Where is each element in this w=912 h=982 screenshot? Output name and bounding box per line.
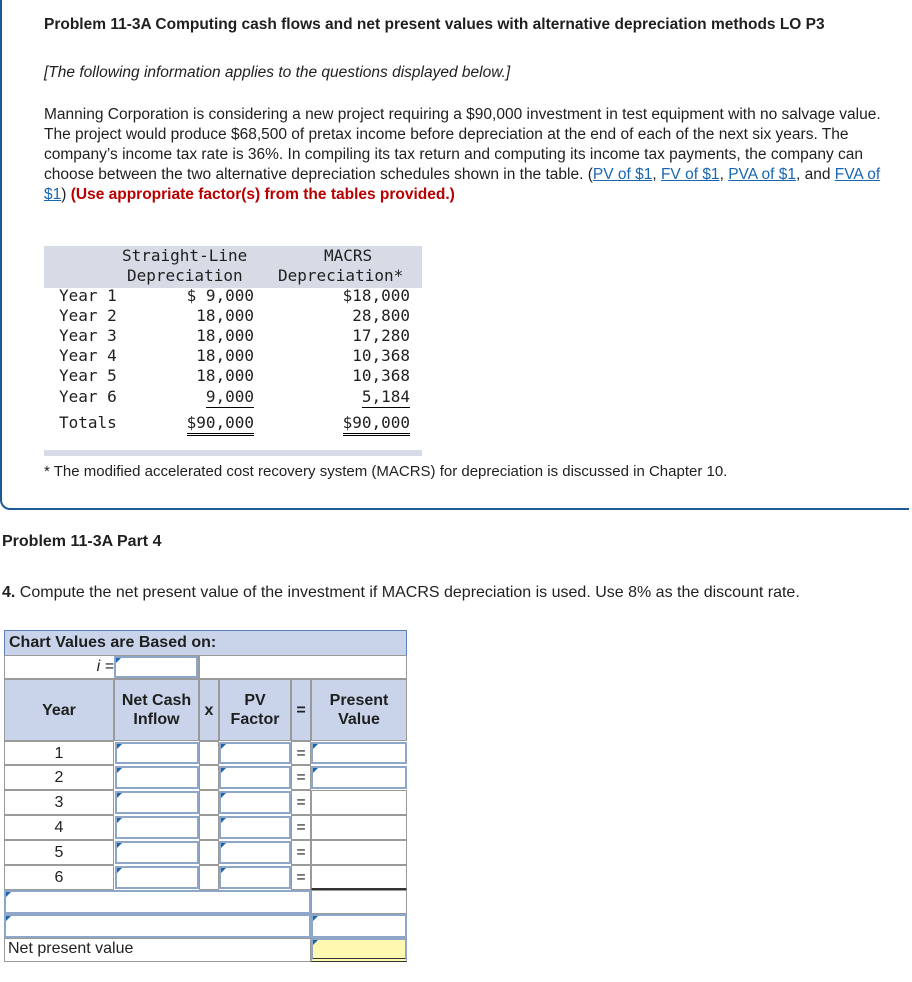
year-cell: 1 [4,741,114,765]
x-cell [199,840,219,865]
year-cell: 6 [4,865,114,890]
year-cell: 2 [4,765,114,790]
equals-cell: = [291,790,311,815]
depreciation-row: Year 3 18,000 17,280 [59,326,410,345]
pv-factor-input[interactable] [219,841,291,864]
equals-cell: = [291,741,311,765]
macrs-footnote: * The modified accelerated cost recovery system (MACRS) for depreciation is discussed in Chapter 10. [44,463,728,480]
present-value-cell [311,790,407,815]
depreciation-row: Year 4 18,000 10,368 [59,346,410,365]
problem-title: Problem 11-3A Computing cash flows and net present values with alternative depreciation methods LO P3 [44,16,825,33]
year-cell: 5 [4,840,114,865]
extra-value-cell-1 [311,890,407,914]
extra-label-input-1[interactable] [4,890,311,914]
net-cash-input[interactable] [115,866,199,889]
extra-label-input-2[interactable] [4,914,311,938]
x-cell [199,815,219,840]
pv-factor-input[interactable] [219,816,291,839]
chart-values-header: Chart Values are Based on: [4,630,407,656]
pv-of-1-link[interactable]: PV of $1 [592,166,653,183]
col-present-value-header: Present Value [311,679,407,741]
interest-rate-input[interactable] [114,656,198,678]
year-cell: 3 [4,790,114,815]
equals-cell: = [291,840,311,865]
problem-description: Manning Corporation is considering a new project requiring a $90,000 investment in test equipment with no salvage value. The project would produce $68,500 of pretax income before depreciation at the end of each of the next six years. The company’s income tax rate is 36%. In compiling its tax return and computing its income tax payments, the company can choose between the two alternative depreciation schedules shown in the table. (PV of $1, FV of $1, PVA of $1, and FVA of $1) (Use appropriate factor(s) from the tables provided.) [44,106,881,203]
equals-cell: = [291,765,311,790]
sl-header-line1: Straight-Line [122,246,248,265]
col-equals-header: = [291,679,311,741]
pv-factor-input[interactable] [219,866,291,889]
pva-of-1-link[interactable]: PVA of $1 [728,166,796,183]
present-value-cell [311,865,407,890]
depreciation-totals-row: Totals $90,000 $90,000 [44,413,422,433]
x-cell [199,765,219,790]
problem-subtitle: [The following information applies to the questions displayed below.] [44,64,511,81]
col-year-header: Year [4,679,114,741]
pv-factor-input[interactable] [219,791,291,814]
npv-label: Net present value [4,938,311,962]
x-cell [199,741,219,765]
x-cell [199,790,219,815]
pv-factor-input[interactable] [219,766,291,789]
depreciation-table-footer-bar [44,450,422,456]
present-value-input[interactable] [311,742,407,764]
macrs-header-line1: MACRS [324,246,373,265]
tables-note: (Use appropriate factor(s) from the tables provided.) [70,186,455,203]
extra-value-input-2[interactable] [311,914,407,938]
macrs-header-line2: Depreciation* [278,266,404,285]
fv-of-1-link[interactable]: FV of $1 [660,166,720,183]
depreciation-row: Year 5 18,000 10,368 [59,366,410,385]
question: 4. Compute the net present value of the investment if MACRS depreciation is used. Use 8% as the discount rate. [2,584,800,601]
col-x-header: x [199,679,219,741]
depreciation-row: Year 1 $ 9,000 $18,000 [59,286,410,305]
depreciation-table [44,246,422,456]
equals-cell: = [291,865,311,890]
present-value-cell [311,815,407,840]
npv-input[interactable] [311,938,407,962]
year-cell: 4 [4,815,114,840]
net-cash-input[interactable] [115,816,199,839]
net-cash-input[interactable] [115,841,199,864]
col-pv-factor-header: PV Factor [219,679,291,741]
x-cell [199,865,219,890]
present-value-cell [311,840,407,865]
i-blank-cell [199,655,407,679]
depreciation-row: Year 6 9,000 5,184 [59,387,410,406]
present-value-input[interactable] [311,766,407,789]
net-cash-input[interactable] [115,791,199,814]
col-net-cash-header: Net Cash Inflow [114,679,199,741]
fva-of-1-link[interactable]: FVA of $1 [44,166,881,203]
depreciation-row: Year 2 18,000 28,800 [59,306,410,325]
net-cash-input[interactable] [115,766,199,789]
pv-factor-input[interactable] [219,742,291,764]
i-label: i = [4,655,199,679]
sl-header-line2: Depreciation [127,266,243,285]
equals-cell: = [291,815,311,840]
net-cash-input[interactable] [115,742,199,764]
part-title: Problem 11-3A Part 4 [2,533,162,550]
npv-worksheet [4,630,407,962]
